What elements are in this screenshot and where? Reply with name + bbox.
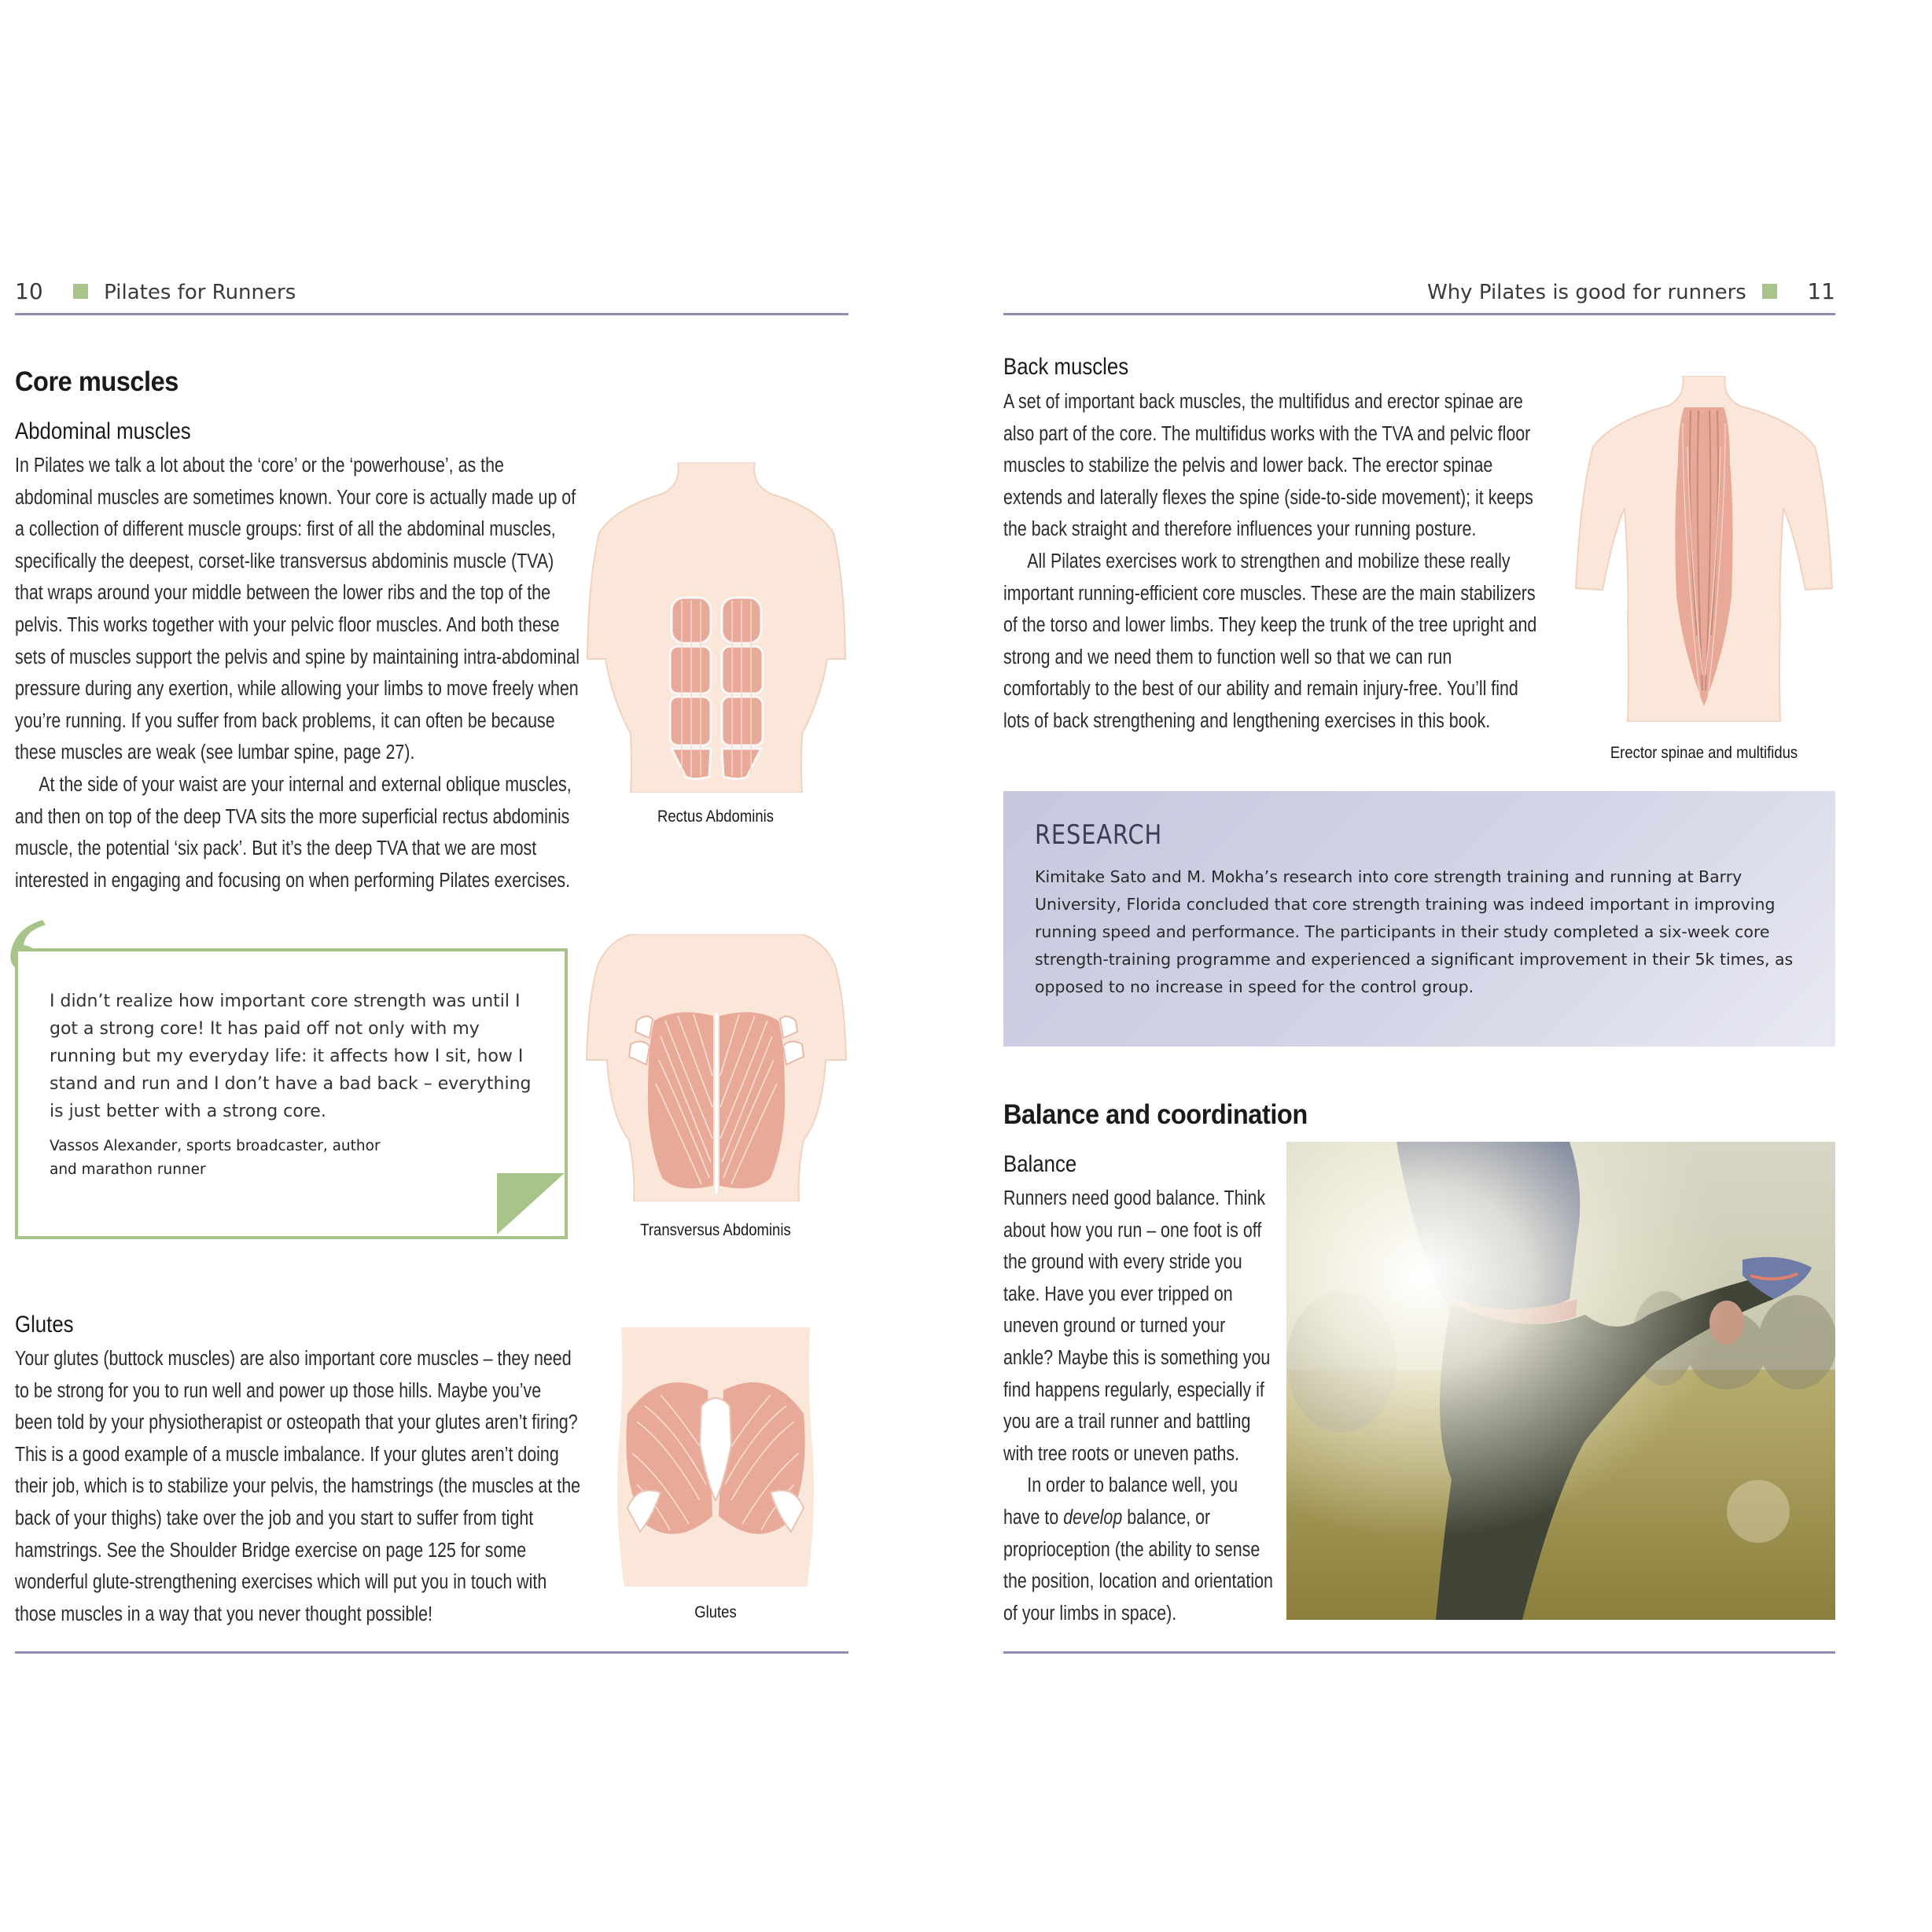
balance-p2-start: In order to balance well, you have to bbox=[1003, 1474, 1238, 1529]
quote-corner-fold bbox=[497, 1172, 566, 1236]
glutes-heading: Glutes bbox=[15, 1312, 74, 1338]
back-paragraph-1: A set of important back muscles, the multifidus and erector spinae are also part of the core. The multifidus works with the TVA and pelvic floor muscles to stabilize the pelvis and lower back. The erector spinae extends and laterally flexes the spine (side-to-side movement); it keeps the back straight and therefore influences your running posture. bbox=[1003, 391, 1533, 541]
quote-attribution-line-1: Vassos Alexander, sports broadcaster, author bbox=[50, 1138, 381, 1154]
glutes-illustration bbox=[613, 1327, 818, 1595]
left-header-rule bbox=[15, 313, 848, 315]
abdominal-muscles-heading: Abdominal muscles bbox=[15, 418, 191, 444]
research-title: RESEARCH bbox=[1035, 819, 1163, 851]
abdominal-paragraph-1: In Pilates we talk a lot about the ‘core’ or the ‘powerhouse’, as the abdominal muscles are sometimes known. Your core is actually made up of a collection of different muscle groups: first of all the abdominal muscles, specifically the deepest, corset-like transversus abdominis muscle (TVA) that wraps around your middle between the lower ribs and the top of the pelvis. This works together with your pelvic floor muscles. And both these sets of muscles support the pelvis and spine by maintaining intra-abdominal pressure during any exertion, while allowing your limbs to move freely when you’re running. If you suffer from back problems, it can often be because these muscles are weak (see lumbar spine, page 27). bbox=[15, 454, 580, 764]
transversus-abdominis-illustration bbox=[583, 934, 849, 1202]
transversus-abdominis-caption: Transversus Abdominis bbox=[640, 1221, 791, 1239]
balance-paragraph-2 bbox=[1003, 1470, 1274, 1629]
right-footer-rule bbox=[1003, 1651, 1835, 1654]
rectus-abdominis-illustration bbox=[583, 462, 849, 793]
balance-p2-end: balance, or proprioception (the ability to sense the position, location and orientation of your limbs in space). bbox=[1003, 1506, 1273, 1625]
glutes-body bbox=[15, 1343, 583, 1630]
glutes-caption: Glutes bbox=[694, 1603, 737, 1621]
rectus-abdominis-caption: Rectus Abdominis bbox=[657, 808, 774, 826]
left-footer-rule bbox=[15, 1651, 848, 1654]
research-text: Kimitake Sato and M. Mokha’s research into core strength training and running at Barry University, Florida concluded that core strength training was indeed important in improving running speed and performance. The participants in their study completed a six-week core strength-training programme and experienced a significant improvement in their 5k times, as opposed to no increase in speed for the control group. bbox=[1035, 867, 1794, 996]
erector-spinae-caption: Erector spinae and multifidus bbox=[1610, 744, 1798, 762]
back-muscles-heading: Back muscles bbox=[1003, 354, 1129, 380]
quote-text: I didn’t realize how important core strength was until I got a strong core! It has paid off not only with my running but my everyday life: it affects how I sit, how I stand and run and I don’t have a bad back – everything is just better with a strong core. bbox=[50, 992, 532, 1121]
glutes-paragraph: Your glutes (buttock muscles) are also important core muscles – they need to be strong for you to run well and power up those hills. Maybe you’ve been told by your physiotherapist or osteopath that your glutes aren’t firing? This is a good example of a muscle imbalance. If your glutes aren’t doing their job, which is to stabilize your pelvis, the hamstrings (the muscles at the back of your thighs) take over the job and you start to suffer from tight hamstrings. See the Shoulder Bridge exercise on page 125 for some wonderful glute-strengthening exercises which will put you in touch with those muscles in a way that you never thought possible! bbox=[15, 1348, 581, 1625]
quote-attribution bbox=[50, 1135, 537, 1182]
abdominal-body bbox=[15, 450, 583, 896]
balance-body bbox=[1003, 1183, 1274, 1629]
runner-stretching-photo bbox=[1286, 1142, 1835, 1620]
research-box bbox=[1003, 791, 1835, 1047]
abdominal-paragraph-2: At the side of your waist are your internal and external oblique muscles, and then on top of the deep TVA sits the more superficial rectus abdominis muscle, the potential ‘six pack’. But it’s the deep TVA that we are most interested in engaging and focusing on when performing Pilates exercises. bbox=[15, 773, 572, 892]
balance-p2-emphasis: develop bbox=[1063, 1506, 1123, 1529]
back-paragraph-2: All Pilates exercises work to strengthen and mobilize these really important running-efficient core muscles. These are the main stabilizers of the torso and lower limbs. They keep the trunk of the tree upright and strong and we need them to function well so that we can run comfortably to the best of our ability and remain injury-free. You’ll find lots of back strengthening and lengthening exercises in this book. bbox=[1003, 550, 1537, 732]
left-page-number: 10 bbox=[15, 278, 43, 304]
quote-box bbox=[15, 948, 568, 1239]
right-running-head-title: Why Pilates is good for runners bbox=[1427, 281, 1746, 304]
left-running-head bbox=[15, 278, 296, 304]
green-square-marker bbox=[73, 284, 88, 299]
green-square-marker bbox=[1762, 284, 1777, 299]
quote-attribution-line-2: and marathon runner bbox=[50, 1161, 206, 1178]
right-running-head bbox=[1003, 278, 1835, 304]
erector-spinae-illustration bbox=[1573, 376, 1835, 722]
back-body bbox=[1003, 386, 1541, 738]
balance-paragraph-1: Runners need good balance. Think about how you run – one foot is off the ground with every stride you take. Have you ever tripped on uneven ground or turned your ankle? Maybe this is something you find happens regularly, especially if you are a trail runner and battling with tree roots or uneven paths. bbox=[1003, 1187, 1271, 1465]
balance-coordination-heading: Balance and coordination bbox=[1003, 1099, 1308, 1130]
right-header-rule bbox=[1003, 313, 1835, 315]
left-running-head-title: Pilates for Runners bbox=[104, 281, 296, 304]
balance-subheading: Balance bbox=[1003, 1151, 1077, 1177]
core-muscles-heading: Core muscles bbox=[15, 366, 178, 397]
right-page-number: 11 bbox=[1807, 278, 1835, 304]
